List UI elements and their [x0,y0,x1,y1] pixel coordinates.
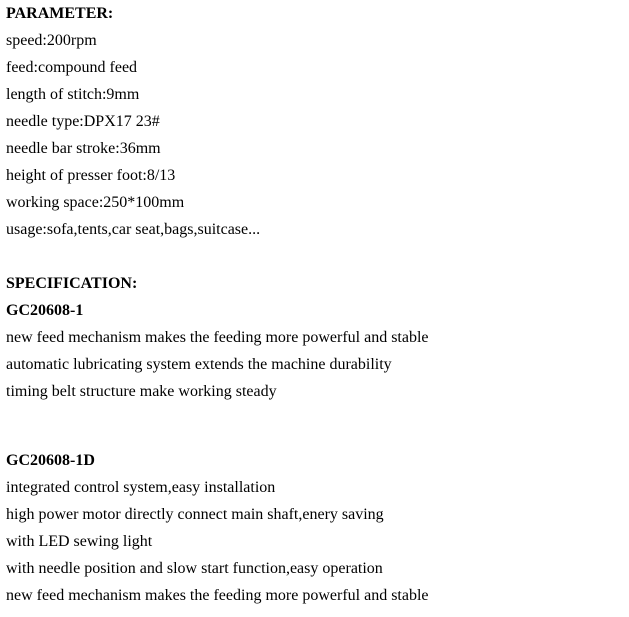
parameter-feed: feed:compound feed [6,59,138,76]
parameter-usage: usage:sofa,tents,car seat,bags,suitcase... [6,221,261,238]
specification-heading: SPECIFICATION: [6,275,138,292]
model-name-gc20608-1d: GC20608-1D [6,452,95,469]
parameter-needle-bar-stroke: needle bar stroke:36mm [6,140,161,157]
model-2-feature: high power motor directly connect main shaft,enery saving [6,506,384,523]
model-2-feature: new feed mechanism makes the feeding more powerful and stable [6,587,429,604]
model-1-feature: new feed mechanism makes the feeding more powerful and stable [6,329,429,346]
parameter-stitch-length: length of stitch:9mm [6,86,140,103]
parameter-working-space: working space:250*100mm [6,194,185,211]
parameter-needle-type: needle type:DPX17 23# [6,113,160,130]
model-name-gc20608-1: GC20608-1 [6,302,84,319]
model-2-feature: with LED sewing light [6,533,153,550]
model-1-feature: timing belt structure make working steady [6,383,277,400]
model-2-feature: integrated control system,easy installation [6,479,276,496]
model-2-feature: with needle position and slow start function,easy operation [6,560,383,577]
model-1-feature: automatic lubricating system extends the machine durability [6,356,392,373]
parameter-speed: speed:200rpm [6,32,97,49]
parameter-presser-foot-height: height of presser foot:8/13 [6,167,176,184]
parameter-heading: PARAMETER: [6,5,114,22]
